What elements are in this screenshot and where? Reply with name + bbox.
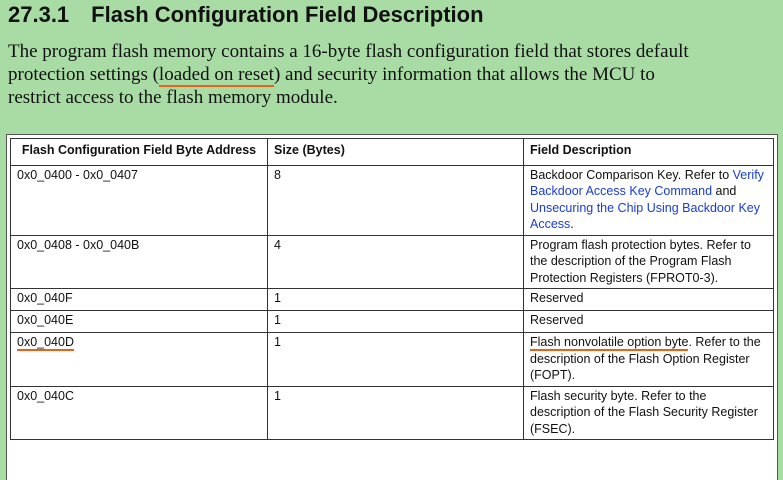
cell-address: 0x0_040C (11, 386, 268, 440)
intro-line-2 (8, 63, 778, 86)
cell-address: 0x0_0400 - 0x0_0407 (11, 165, 268, 235)
header-byte-address: Flash Configuration Field Byte Address (11, 139, 268, 166)
section-number: 27.3.1 (8, 2, 70, 27)
cell-address: 0x0_0408 - 0x0_040B (11, 235, 268, 289)
cell-size: 1 (268, 333, 524, 387)
intro-line-1: The program flash memory contains a 16-byte flash configuration field that stores default (8, 41, 689, 62)
table-header-row (11, 139, 774, 166)
description-text: . (570, 217, 574, 231)
cell-address (11, 333, 268, 387)
section-title: Flash Configuration Field Description (91, 2, 484, 27)
intro-line-2-start: protection settings ( (8, 64, 159, 85)
cell-size: 8 (268, 165, 524, 235)
intro-paragraph (8, 40, 778, 109)
flash-config-table-container (6, 134, 778, 480)
description-text: . Refer to the description of the Flash Option Register (FOPT). (530, 335, 761, 382)
section-heading (8, 2, 484, 28)
cell-description (524, 165, 774, 235)
cell-size: 1 (268, 311, 524, 333)
fopt-highlight: Flash nonvolatile option byte (530, 335, 689, 349)
cell-description: Reserved (524, 311, 774, 333)
intro-line-3: restrict access to the flash memory module. (8, 87, 338, 108)
table-row (11, 333, 774, 387)
table-row (11, 289, 774, 311)
cell-address: 0x0_040F (11, 289, 268, 311)
cell-address: 0x0_040E (11, 311, 268, 333)
description-text: Backdoor Comparison Key. Refer to (530, 167, 730, 182)
loaded-on-reset-highlight: loaded on reset (158, 64, 274, 85)
header-size: Size (Bytes) (268, 139, 524, 166)
cell-description (524, 333, 774, 387)
flash-config-table (10, 138, 774, 440)
cell-size: 1 (268, 386, 524, 440)
verify-backdoor-access-key-link[interactable]: Verify Backdoor Access Key Command (530, 167, 764, 198)
cell-size: 1 (268, 289, 524, 311)
intro-line-2-end: ) and security information that allows the MCU to (273, 64, 655, 85)
table-row (11, 311, 774, 333)
table-row (11, 386, 774, 440)
description-text: and (715, 184, 737, 198)
table-row (11, 165, 774, 235)
cell-size: 4 (268, 235, 524, 289)
address-highlight: 0x0_040D (17, 335, 74, 349)
table-row (11, 235, 774, 289)
unsecuring-chip-link[interactable]: Unsecuring the Chip Using Backdoor Key Access (530, 200, 760, 231)
cell-description: Flash security byte. Refer to the description of the Flash Security Register (FSEC). (524, 386, 774, 440)
cell-description: Reserved (524, 289, 774, 311)
cell-description: Program flash protection bytes. Refer to the description of the Program Flash Protection Registers (FPROT0-3). (524, 235, 774, 289)
header-field-description: Field Description (524, 139, 774, 166)
